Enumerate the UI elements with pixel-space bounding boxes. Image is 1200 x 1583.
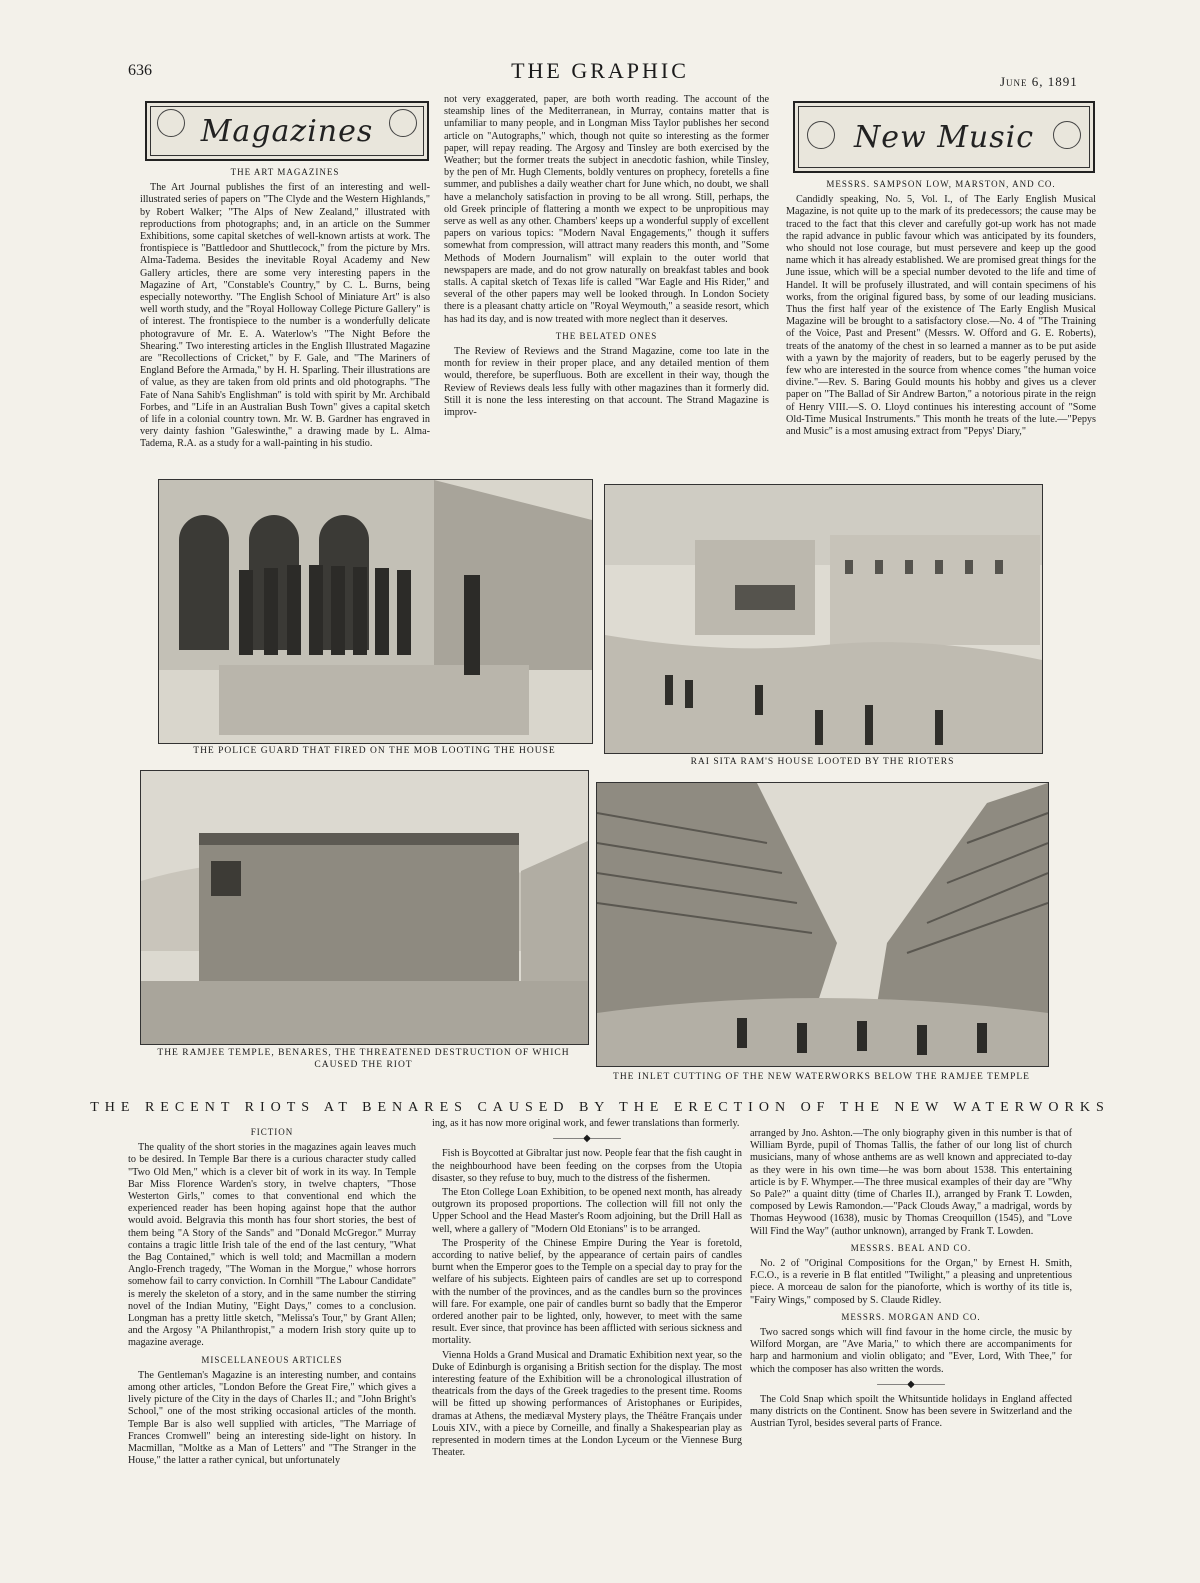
- magazines-banner: [145, 101, 429, 161]
- section-heading: THE ART MAGAZINES: [230, 167, 340, 177]
- picture-caption: THE POLICE GUARD THAT FIRED ON THE MOB LOOTING THE HOUSE: [193, 746, 556, 756]
- looted-house-engraving: [604, 484, 1043, 754]
- page-number: 636: [128, 62, 152, 79]
- waterworks-cutting-engraving: [596, 782, 1049, 1067]
- issue-date: June 6, 1891: [1000, 74, 1078, 89]
- article-text: The Prosperity of the Chinese Empire During the Year is foretold, according to native belief, by the appearance of certain pairs of candles burnt when the Emperor goes to the Temple on a special day to pray for the welfare of his subjects. Eighteen pairs of candles are set up to correspond with the number of the provinces, and as the candles burn so the provinces will fare. For example, one pair of candles burnt so badly that the Emperor ordered another pair to be lighted, only, however, to meet with the same result. Ever since, that province has been afflicted with serious sickness and mortality.: [432, 1237, 742, 1347]
- article-text: No. 2 of "Original Compositions for the Organ," by Ernest H. Smith, F.C.O., is a reverie in B flat entitled "Twilight," a pleasing and unpretentious piece. A morceau de salon for the pianoforte, which is worthy of its title is, "Fairy Wings," composed by S. Claude Ridley.: [750, 1258, 1072, 1306]
- news-notes-column: [432, 1118, 742, 1461]
- article-text: The Art Journal publishes the first of an interesting and well-illustrated series of papers on "The Clyde and the Western Highlands," by Robert Walker; "The Alps of New Zealand," illustrated with reproductions from photographs; and, in an article on the Summer Exhibitions, some capital sketches of well-known artists at work. The frontispiece is "Battledoor and Shuttlecock," from the picture by Mrs. Alma-Tadema. Besides the inevitable Royal Academy and New Gallery articles, there are some very interesting papers in the Magazine of Art, "Constable's Country," by C. L. Burns, being especially noteworthy. "The English School of Miniature Art" is also well worth study, and the "Royal Holloway College Picture Gallery" is of interest. The frontispiece to the number is a wonderfully delicate photogravure of Mr. E. A. Waterlow's "The Night Before the Shearing." Two interesting articles in the English Illustrated Magazine are "Recollections of Cricket," by F. Gale, and "The Mariners of England Before the Armada," by H. H. Sparling. Their illustrations are of value, as they are taken from old prints and old photographs. "The Fate of Nana Sahib's Englishman" is told with spirit by Mr. Archibald Forbes, and "Life in an Australian Bush Town" gives a capital sketch of life in a colonial country town. Mr. W. B. Gardner has engraved in very dainty fashion "Galeswinthe," a drawing made by L. Alma-Tadema, R.A. as a study for a wall-painting in his studio.: [140, 182, 430, 450]
- flower-ornament-icon: [157, 109, 185, 137]
- article-text: arranged by Jno. Ashton.—The only biography given in this number is that of William Byrde, pupil of Thomas Tallis, the father of our long list of church musicians, many of whose anthems are as well known and appreciated to-day as they were in his own time—he was born about 1538. This entertaining article is by F. Whymper.—The three musical examples of their day are "Why So Pale?" a quaint ditty (time of Charles II.), arranged by Frank T. Lowden, composed by Lewis Ramondon.—"Pack Clouds Away," a madrigal, words by Thomas Heywood (1638), music by Thomas Creoquillon (1545), and "Love Will Find the Way" (author unknown), arranged by Frank T. Lowden.: [750, 1128, 1072, 1237]
- new-music-column: [786, 174, 1096, 440]
- article-text: not very exaggerated, paper, are both worth reading. The account of the steamship lines of the Mediterranean, in Murray, contains matter that is unfamiliar to many people, and in Longman Miss Taylor publishes her second article on "Autographs," which, though not quite so interesting as the former paper, will repay reading. The Argosy and Tinsley are both exercised by the Weather; but the former treats the subject in anecdotic fashion, while Tinsley, by the pen of Mr. Hugh Clements, boldly ventures on prophecy, foretells a fine summer, and publishes a daily weather chart for June which, no doubt, we shall have a melancholy satisfaction in proving to be all wrong. Still, perhaps, the old Greek principle of flattering a month we expect to be unpropitious may serve as well as any other. Chambers' keeps up a wonderful supply of excellent papers on various topics: "Modern Naval Engagements," though it suffers somewhat from compression, will attract many readers this month, and "Some Methods of Modern Journalism" will explain to the outer world that newspapers are made, and do not grow naturally on breakfast tables and book stalls. A capital sketch of Texas life is called "War Eagle and His Rider," and several of the other papers may well be looked through. In London Society there is a pleasant chatty article on "Royal Weymouth," a seaside resort, which has had its day, and is now treated with more neglect than it deserves.: [444, 94, 769, 325]
- music-notes-column: [750, 1128, 1072, 1433]
- new-music-banner: [793, 101, 1095, 173]
- article-text: ing, as it has now more original work, and fewer translations than formerly.: [432, 1118, 740, 1129]
- article-text: Two sacred songs which will find favour in the home circle, the music by Wilford Morgan, are "Ave Maria," to which there are accompaniments for harp and harmonium and violin obligato; and "Ever, Lord, With Thee," for which the composer has also written the words.: [750, 1327, 1072, 1375]
- section-divider: ———◆———: [877, 1378, 945, 1390]
- article-text: The quality of the short stories in the magazines again leaves much to be desired. In Temple Bar there is a curious character study called "Two Old Men," which is a clever bit of work in its way. In Temple Bar Miss Florence Warden's story, in twelve chapters, "Those Westerton Girls," comes to that conventional end which the experienced reader has been hoping against hope that the author would avoid. Belgravia this month has four short stories, the best of them being "A Story of the Sands" and "Donald McGregor." Murray contains a tragic little Irish tale of the end of the last century, "What the Bag Contained," which is well told; and Macmillan a modern Anglo-French tragedy, "The Woman in the Morgue," whose horrors somehow fail to carry conviction. In Cornhill "The Labour Candidate" is merely the skeleton of a story, and in the same number the stirring novel of the Indian Mutiny, "Eight Days," comes to a conclusion. Longman has a pretty little sketch, "Melissa's Tour," by Grant Allen; and the Argosy "A Philanthropist," a modern Irish story quite up to magazine average.: [128, 1142, 416, 1349]
- leaf-ornament-icon: [807, 121, 835, 149]
- flower-ornament-icon: [389, 109, 417, 137]
- police-guard-engraving: [158, 479, 593, 744]
- article-text: The Gentleman's Magazine is an interesting number, and contains among other articles, "London Before the Great Fire," which gives a lively picture of the City in the days of Charles II.; and "John Bright's School," one of the most striking occasional articles of the month. Temple Bar is also well supplied with articles, "The Marriage of Frances Cromwell" being an interesting side-light on history. In Macmillan, "Moltke as a Man of Letters" and "The Stranger in the House," the latter a rather cynical, but unfortunately: [128, 1369, 416, 1467]
- article-text: The Eton College Loan Exhibition, to be opened next month, has already outgrown its proposed proportions. The collection will fill not only the Upper School and the Head Master's Room adjoining, but the Drill Hall as well, where a gallery of "Modern Old Etonians" is to be arranged.: [432, 1187, 742, 1235]
- fiction-column: [128, 1122, 416, 1469]
- section-heading: MESSRS. SAMPSON LOW, MARSTON, AND CO.: [826, 179, 1056, 189]
- illustration-headline: THE RECENT RIOTS AT BENARES CAUSED BY THE ERECTION OF THE NEW WATERWORKS: [90, 1100, 1110, 1115]
- magazines-banner-title: Magazines: [200, 113, 374, 149]
- masthead-title: THE GRAPHIC: [511, 58, 689, 83]
- leaf-ornament-icon: [1053, 121, 1081, 149]
- section-heading: MESSRS. BEAL AND CO.: [850, 1242, 972, 1253]
- section-heading: THE BELATED ONES: [555, 330, 658, 341]
- new-music-banner-title: New Music: [853, 119, 1035, 155]
- article-text: Fish is Boycotted at Gibraltar just now. People fear that the fish caught in the neighbourhood have been feeding on the corpses from the Utopia disaster, so they refuse to buy, much to the distress of the fishermen.: [432, 1148, 742, 1184]
- magazines-continued-column: [444, 94, 769, 421]
- article-text: The Cold Snap which spoilt the Whitsuntide holidays in England affected many districts on the Continent. Snow has been severe in Switzerland and the Austrian Tyrol, besides several parts of France.: [750, 1394, 1072, 1430]
- picture-caption: THE INLET CUTTING OF THE NEW WATERWORKS BELOW THE RAMJEE TEMPLE: [613, 1072, 1030, 1082]
- picture-caption: CAUSED THE RIOT: [314, 1060, 413, 1070]
- section-heading: FICTION: [250, 1127, 294, 1137]
- section-divider: ———◆———: [553, 1133, 621, 1145]
- picture-caption: THE RAMJEE TEMPLE, BENARES, THE THREATENED DESTRUCTION OF WHICH: [157, 1048, 570, 1058]
- section-heading: MESSRS. MORGAN AND CO.: [841, 1311, 981, 1322]
- section-heading: MISCELLANEOUS ARTICLES: [201, 1354, 343, 1365]
- article-text: Candidly speaking, No. 5, Vol. I., of The Early English Musical Magazine, is not quite up to the mark of its predecessors; the cause may be traced to the fact that this clever and carefully got-up work has not made the rapid advance in public favour which was anticipated by its founders, who should not lose courage, but must persevere and keep up the good name which it has already established. We are promised great things for the June issue, which will be a special number devoted to the life and time of Handel. It will be profusely illustrated, and will contain specimens of his works, from the original figured bass, by some of our leading musicians. Thus the first half year of the existence of The Early English Musical Magazine will be brought to a satisfactory close.—No. 4 of "The Training of the Voice, Past and Present" (Messrs. W. Offord and G. E. Roberts), treats of the anatomy of the chest in so learned a manner as to be put aside with a yawn by the majority of readers, but to be eagerly perused by the few who are interested in the source from whence comes "the human voice divine."—Rev. S. Baring Gould mounts his hobby and gives us a clever paper on "The Ballad of Sir Andrew Barton," a notorious pirate in the reign of Henry VIII.—S. O. Lloyd continues his interesting account of "Some Old-Time Musical Instruments." This month he treats of the lute.—"Pepys and Music" is a most amusing extract from "Pepys' Diary,": [786, 194, 1096, 438]
- article-text: Vienna Holds a Grand Musical and Dramatic Exhibition next year, so the Duke of Edinburgh is organising a British section for the display. The most interesting feature of the Exhibition will be a chronological illustration of theatricals from the days of the Greek tragedies to the present time. Rooms will be fitted up showing performances of Aristophanes or Euripides, dramas at Athens, the mediæval Mystery plays, the Théâtre Français under Louis XIV., with a piece by Corneille, and finally a Shakespearian play as represented in modern times at the London Lyceum or the Viennese Burg Theater.: [432, 1349, 742, 1459]
- art-magazines-column: [140, 162, 430, 453]
- picture-caption: RAI SITA RAM'S HOUSE LOOTED BY THE RIOTERS: [690, 757, 955, 767]
- ramjee-temple-engraving: [140, 770, 589, 1045]
- article-text: The Review of Reviews and the Strand Magazine, come too late in the month for review in their proper place, and any detailed mention of them would, therefore, be superfluous. Both are excellent in their way, though the Review of Reviews deals less fully with other magazines than it formerly did. Still it is none the less interesting on that account. The Strand Magazine is improv-: [444, 346, 769, 419]
